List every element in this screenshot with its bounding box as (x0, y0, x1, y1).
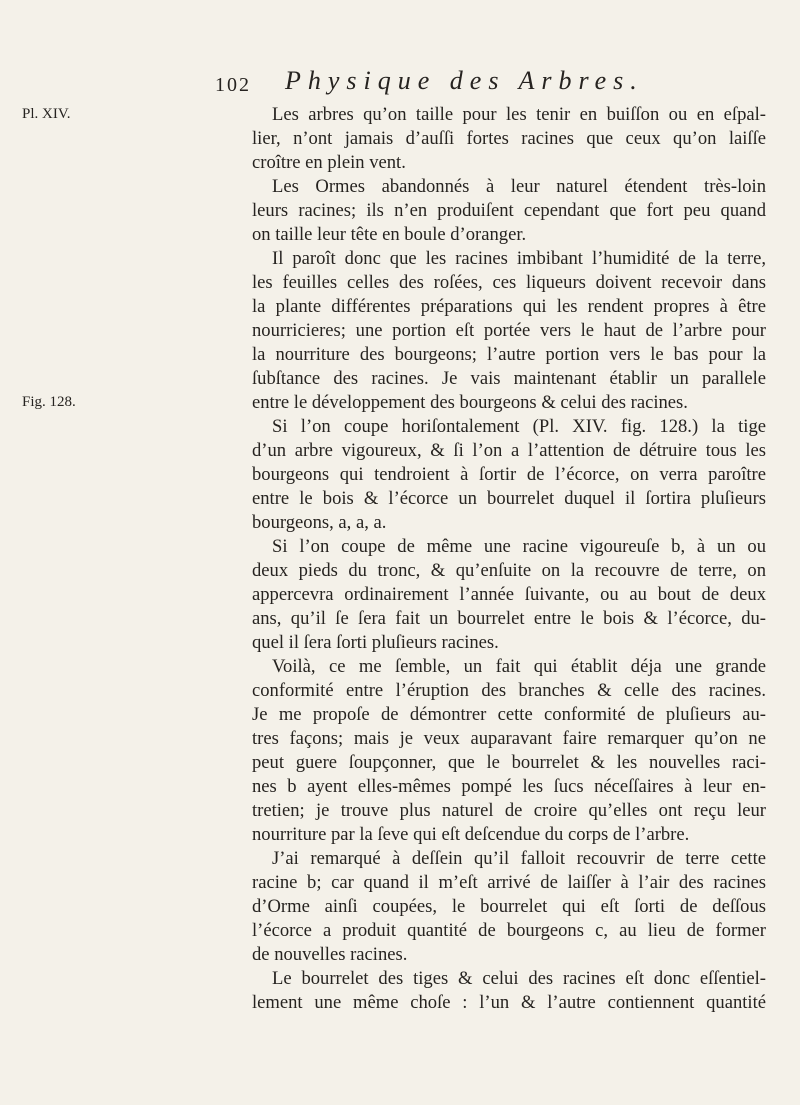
text-line: Les Ormes abandonnés à leur naturel étendent très-loin (272, 176, 766, 197)
text-line: Si l’on coupe de même une racine vigoureuſe b, à un ou (272, 536, 766, 557)
body-text (252, 103, 766, 1015)
text-line: conformité entre l’éruption des branches & celle des racines. (252, 680, 766, 701)
text-line: entre le développement des bourgeons & celui des racines. (252, 392, 688, 413)
text-line: d’un arbre vigoureux, & ſi l’on a l’attention de détruire tous les (252, 440, 766, 461)
text-line: d’Orme ainſi coupées, le bourrelet qui eſt ſorti de deſſous (252, 896, 766, 917)
text-line: peut guere ſoupçonner, que le bourrelet & les nouvelles raci- (252, 752, 766, 773)
text-line: la nourriture des bourgeons; l’autre portion vers le bas pour la (252, 344, 766, 365)
text-line: nourricieres; une portion eſt portée vers le haut de l’arbre pour (252, 320, 766, 341)
text-line: leurs racines; ils n’en produiſent cependant que fort peu quand (252, 200, 766, 221)
margin-note: Fig. 128. (22, 394, 76, 410)
text-line: tretien; je trouve plus naturel de croire qu’elles ont reçu leur (252, 800, 766, 821)
running-title: Physique des Arbres. (285, 66, 644, 95)
text-line: bourgeons qui tendroient à ſortir de l’écorce, on verra paroître (252, 464, 766, 485)
text-line: l’écorce a produit quantité de bourgeons c, au lieu de former (252, 920, 766, 941)
text-line: les feuilles celles des roſées, ces liqueurs doivent recevoir dans (252, 272, 766, 293)
text-line: entre le bois & l’écorce un bourrelet duquel il ſortira pluſieurs (252, 488, 766, 509)
text-line: nourriture par la ſeve qui eſt deſcendue du corps de l’arbre. (252, 824, 690, 845)
text-line: J’ai remarqué à deſſein qu’il falloit recouvrir de terre cette (272, 848, 766, 869)
text-line: Voilà, ce me ſemble, un fait qui établit déja une grande (272, 656, 766, 677)
page-header (215, 66, 775, 106)
text-line: lier, n’ont jamais d’auſſi fortes racines que ceux qu’on laiſſe (252, 128, 766, 149)
text-line: ans, qu’il ſe ſera fait un bourrelet entre le bois & l’écorce, du- (252, 608, 766, 629)
text-line: Si l’on coupe horiſontalement (Pl. XIV. fig. 128.) la tige (272, 416, 766, 437)
text-line: Il paroît donc que les racines imbibant l’humidité de la terre, (272, 248, 766, 269)
text-line: ſubſtance des racines. Je vais maintenant établir un parallele (252, 368, 766, 389)
text-line: bourgeons, a, a, a. (252, 512, 387, 533)
text-line: lement une même choſe : l’un & l’autre contiennent quantité (252, 992, 766, 1013)
text-line: tres façons; mais je veux auparavant faire remarquer qu’on ne (252, 728, 766, 749)
text-line: racine b; car quand il m’eſt arrivé de laiſſer à l’air des racines (252, 872, 766, 893)
margin-note: Pl. XIV. (22, 106, 71, 122)
text-line: de nouvelles racines. (252, 944, 408, 965)
text-line: Je me propoſe de démontrer cette conformité de pluſieurs au- (252, 704, 766, 725)
text-line: Les arbres qu’on taille pour les tenir en buiſſon ou en eſpal- (272, 104, 766, 125)
text-line: croître en plein vent. (252, 152, 406, 173)
text-line: la plante différentes préparations qui les rendent propres à être (252, 296, 766, 317)
page-number: 102 (215, 74, 251, 96)
text-line: appercevra ordinairement l’année ſuivante, ou au bout de deux (252, 584, 766, 605)
text-line: Le bourrelet des tiges & celui des racines eſt donc eſſentiel- (272, 968, 766, 989)
text-line: deux pieds du tronc, & qu’enſuite on la recouvre de terre, on (252, 560, 766, 581)
text-line: on taille leur tête en boule d’oranger. (252, 224, 527, 245)
text-line: nes b ayent elles-mêmes pompé les ſucs néceſſaires à leur en- (252, 776, 766, 797)
text-line: quel il ſera ſorti pluſieurs racines. (252, 632, 499, 653)
